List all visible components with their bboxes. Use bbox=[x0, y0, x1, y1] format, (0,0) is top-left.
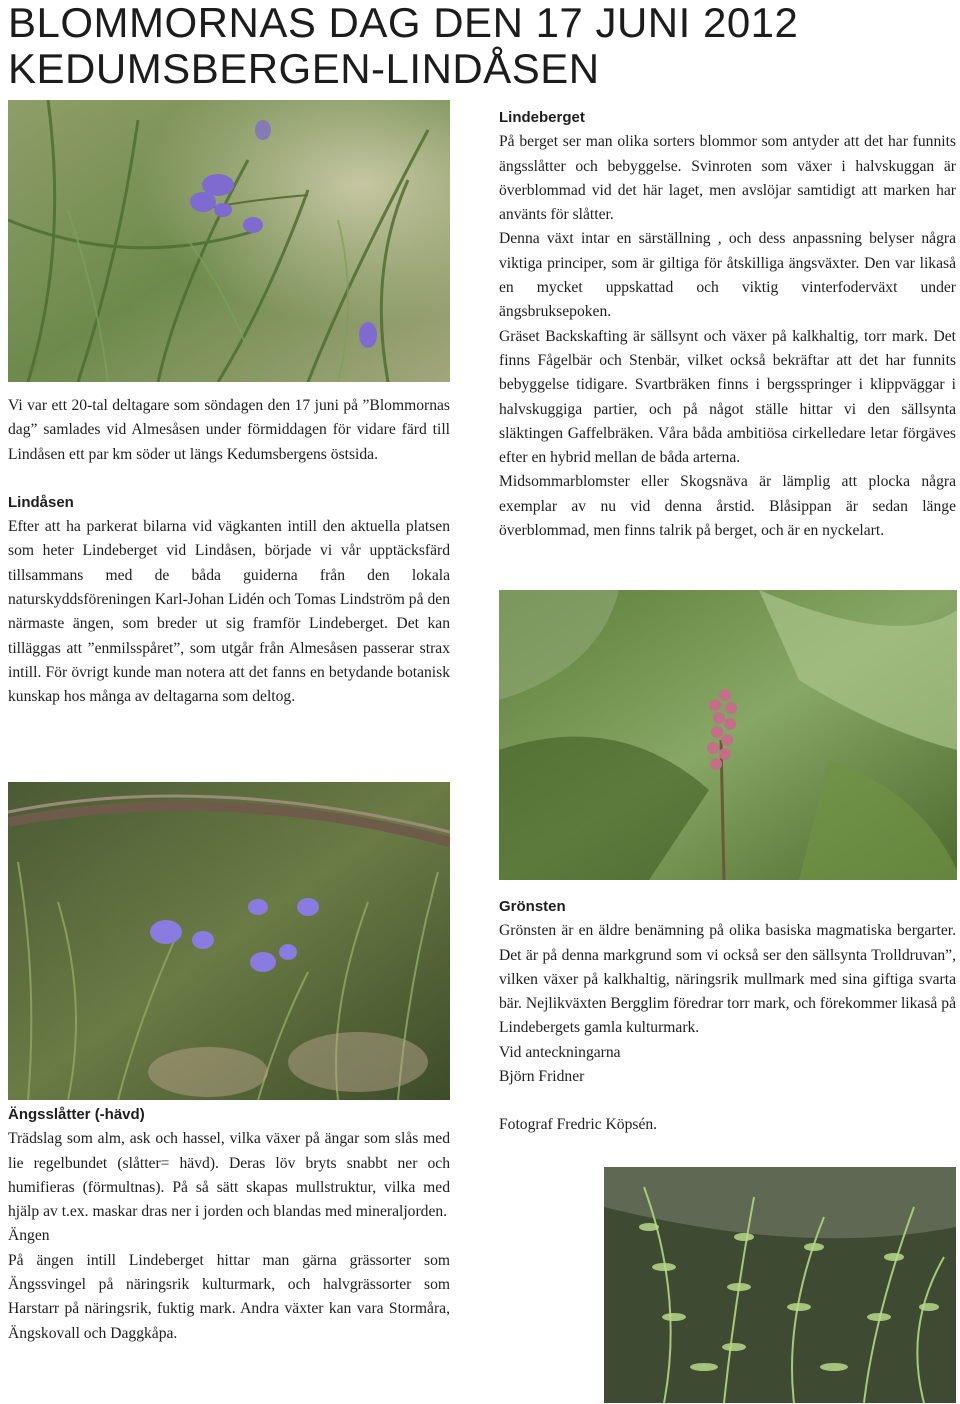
lindeberget-paragraph-2: Denna växt intar en särställning , och dess anpassning belyser några viktiga principer, som är giltiga för åtskilliga ängsväxter. Den var likaså en mycket uppskattad och viktig vinterfoderväxt under ängsbruksepoken. bbox=[499, 230, 956, 321]
notes-line: Vid anteckningarna bbox=[499, 1043, 621, 1061]
lindasen-heading: Lindåsen bbox=[8, 493, 74, 511]
lindeberget-paragraph-3: Gräset Backskafting är sällsynt och växer på kalkhaltig, torr mark. Det finns Fågelbär och Stenbär, vilket också bekräftar att det har funnits bebyggelse tidigare. Svartbräken finns i bergsspringer i klippväggar i halvskuggiga partier, och på något ställe hittar vi den sällsynta släktingen Gaffelbräken. Våra båda ambitiösa cirkelledare letar förgäves efter en hybrid mellan de båda arterna. bbox=[499, 327, 956, 467]
intro-paragraph: Vi var ett 20-tal deltagare som söndagen den 17 juni på ”Blommornas dag” samlades vid Almesåsen under förmiddagen för vidare färd till Lindåsen ett par km söder ut längs Kedumsbergens östsida. bbox=[8, 397, 450, 463]
title-line-1: BLOMMORNAS DAG DEN 17 JUNI 2012 bbox=[8, 0, 799, 46]
angen-subheading: Ängen bbox=[8, 1227, 50, 1245]
photo-violet-flowers bbox=[8, 782, 450, 1100]
photo-pink-flower-spike bbox=[499, 590, 957, 880]
photo-purple-flowers bbox=[8, 100, 450, 382]
lindasen-paragraph: Efter att ha parkerat bilarna vid vägkanten intill den aktuella platsen som heter Lindeberget vid Lindåsen, började vi vår upptäcksfärd tillsammans med de båda guiderna från den lokala naturskyddsföreningen Karl-Johan Lidén och Tomas Lindström på den närmaste ängen, som breder ut sig framför Lindeberget. Det kan tilläggas att ”enmilsspåret”, som utgår från Almesåsen passerar strax intill. För övrigt kunde man notera att det fanns en betydande botanisk kunskap hos många av deltagarna som deltog. bbox=[8, 518, 450, 706]
lindeberget-paragraph-1: På berget ser man olika sorters blommor som antyder att det har funnits ängsslåtter och bebyggelse. Svinroten som växer i halvskuggan är överblommad vid det här laget, men avslöjar samtidigt att marken har använts för slåtter. bbox=[499, 133, 956, 224]
angen-paragraph: På ängen intill Lindeberget hittar man gärna grässorter som Ängssvingel på näringsrik kulturmark, och halvgrässorter som Harstarr på näringsrik, fuktig mark. Andra växter kan vara Stormåra, Ängskovall och Daggkåpa. bbox=[8, 1251, 450, 1342]
intro-column bbox=[8, 394, 450, 710]
gronsten-column bbox=[499, 895, 956, 1138]
page-title bbox=[8, 0, 953, 92]
author-name: Björn Fridner bbox=[499, 1068, 585, 1086]
angsslatter-heading: Ängsslåtter (-hävd) bbox=[8, 1106, 145, 1123]
lindeberget-paragraph-4: Midsommarblomster eller Skogsnäva är lämplig att plocka några exemplar av nu vid denna årstid. Blåsippan är sedan länge överblommad, men finns talrik på berget, och är en nyckelart. bbox=[499, 473, 956, 540]
photo-ferns bbox=[604, 1167, 956, 1403]
angsslatter-paragraph: Trädslag som alm, ask och hassel, vilka växer på ängar som slås med lie regelbundet (slåtter= hävd). Deras löv bryts snabbt ner och humifieras (förmultnas). På så sätt skapas mullstruktur, vilka med hjälp av t.ex. maskar dras ner i jorden och blandas med mineraljorden. bbox=[8, 1130, 450, 1221]
photographer-credit: Fotograf Fredric Köpsén. bbox=[499, 1116, 658, 1134]
angsslatter-column bbox=[8, 1103, 450, 1346]
gronsten-paragraph: Grönsten är en äldre benämning på olika basiska magmatiska bergarter. Det är på denna markgrund som vi också ser den sällsynta Trolldruvan”, vilken växer på kalkhaltig, näringsrik mullmark med sina giftiga svarta bär. Nejlikväxten Bergglim föredrar torr mark, och förekommer likaså på Lindebergets gamla kulturmark. bbox=[499, 922, 956, 1037]
lindeberget-column bbox=[499, 106, 956, 543]
title-line-2: KEDUMSBERGEN-LINDÅSEN bbox=[8, 45, 600, 92]
gronsten-heading: Grönsten bbox=[499, 898, 566, 915]
lindeberget-heading: Lindeberget bbox=[499, 109, 585, 126]
